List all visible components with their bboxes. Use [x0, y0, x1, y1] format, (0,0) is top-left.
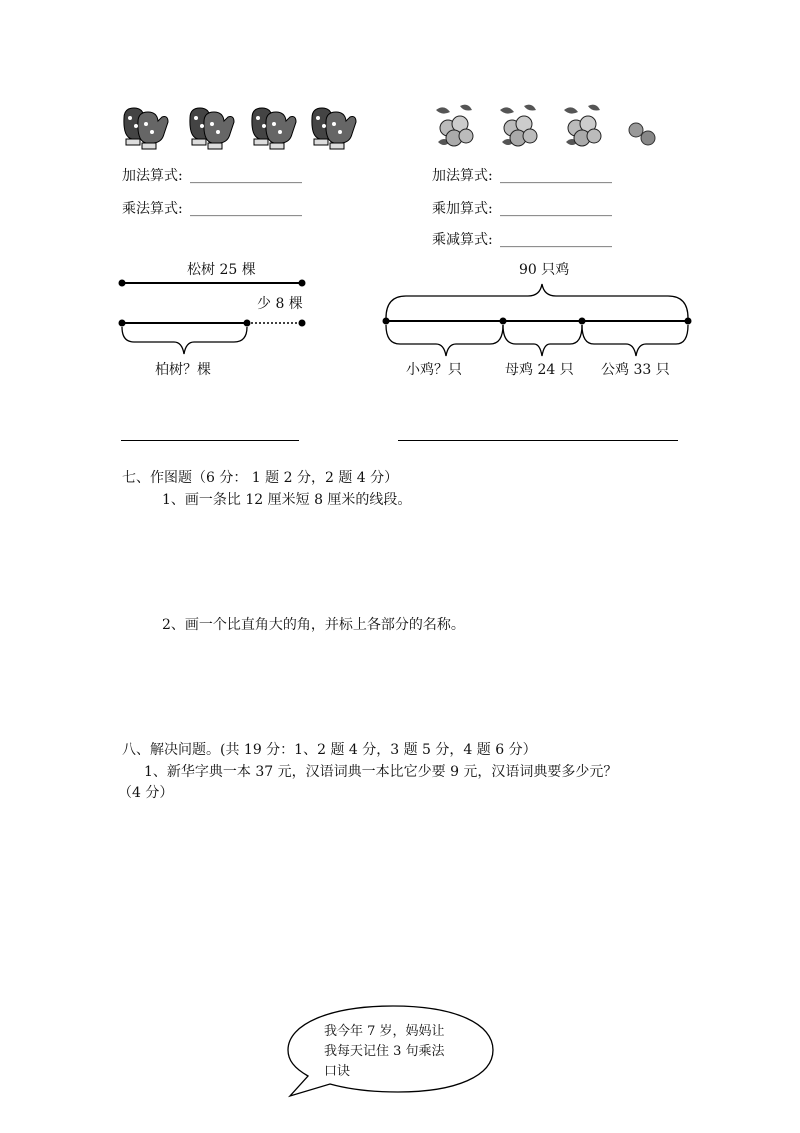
chick-label: 小鸡？只 [406, 362, 462, 378]
cypress-brace [122, 327, 247, 354]
section8-question1-line1: 1、新华字典一本 37 元，汉语词典一本比它少要 9 元，汉语词典要多少元？ [144, 764, 618, 780]
chicken-dot-2 [579, 318, 586, 325]
right-add-formula-label: 加法算式: [432, 168, 493, 184]
hen-label: 母鸡 24 只 [505, 362, 574, 378]
bubble-line2: 我每天记住 3 句乘法 [324, 1044, 445, 1059]
right-mulsub-formula-label: 乘减算式: [432, 232, 493, 248]
section7-question2: 2、画一个比直角大的角，并标上各部分的名称。 [162, 617, 465, 633]
pine-end-dot [299, 280, 306, 287]
total-brace [386, 284, 688, 318]
rooster-label: 公鸡 33 只 [601, 362, 670, 378]
section7-question1: 1、画一条比 12 厘米短 8 厘米的线段。 [162, 492, 412, 508]
right-mulsub-formula-blank[interactable]: ________________ [500, 232, 612, 248]
difference-end-dot [299, 320, 306, 327]
pine-cypress-diagram [110, 270, 320, 370]
section8-question1-line2: （4 分） [118, 785, 174, 801]
total-chicken-label: 90 只鸡 [519, 262, 570, 278]
cypress-label: 柏树？棵 [155, 362, 211, 378]
pine-start-dot [119, 280, 126, 287]
bubble-line1: 我今年 7 岁，妈妈让 [324, 1024, 445, 1039]
chicken-dot-0 [383, 318, 390, 325]
right-muladd-formula-blank[interactable]: ________________ [500, 201, 612, 217]
left-add-formula-blank[interactable]: ________________ [190, 168, 302, 184]
bubble-line3: 口诀 [324, 1064, 351, 1079]
right-add-formula-blank[interactable]: ________________ [500, 168, 612, 184]
chicken-dot-1 [500, 318, 507, 325]
pine-label: 松树 25 棵 [187, 262, 256, 278]
rooster-brace [582, 325, 688, 356]
section8-title: 八、解决问题。(共 19 分：1、2 题 4 分，3 题 5 分，4 题 6 分） [122, 742, 537, 758]
hen-brace [503, 325, 582, 356]
right-muladd-formula-label: 乘加算式: [432, 201, 493, 217]
left-add-formula-label: 加法算式: [122, 168, 183, 184]
right-answer-line[interactable] [398, 440, 678, 441]
apples-picture-group [432, 102, 672, 158]
mittens-picture-group [118, 104, 358, 162]
chicken-dot-3 [685, 318, 692, 325]
left-mul-formula-blank[interactable]: ________________ [190, 201, 302, 217]
cypress-start-dot [119, 320, 126, 327]
chick-brace [386, 325, 503, 356]
difference-label: 少 8 棵 [257, 296, 303, 312]
chicken-diagram [378, 278, 698, 368]
left-answer-line[interactable] [121, 440, 299, 441]
section7-title: 七、作图题（6 分： 1 题 2 分，2 题 4 分） [122, 470, 399, 486]
left-mul-formula-label: 乘法算式: [122, 201, 183, 217]
cypress-end-dot [244, 320, 251, 327]
